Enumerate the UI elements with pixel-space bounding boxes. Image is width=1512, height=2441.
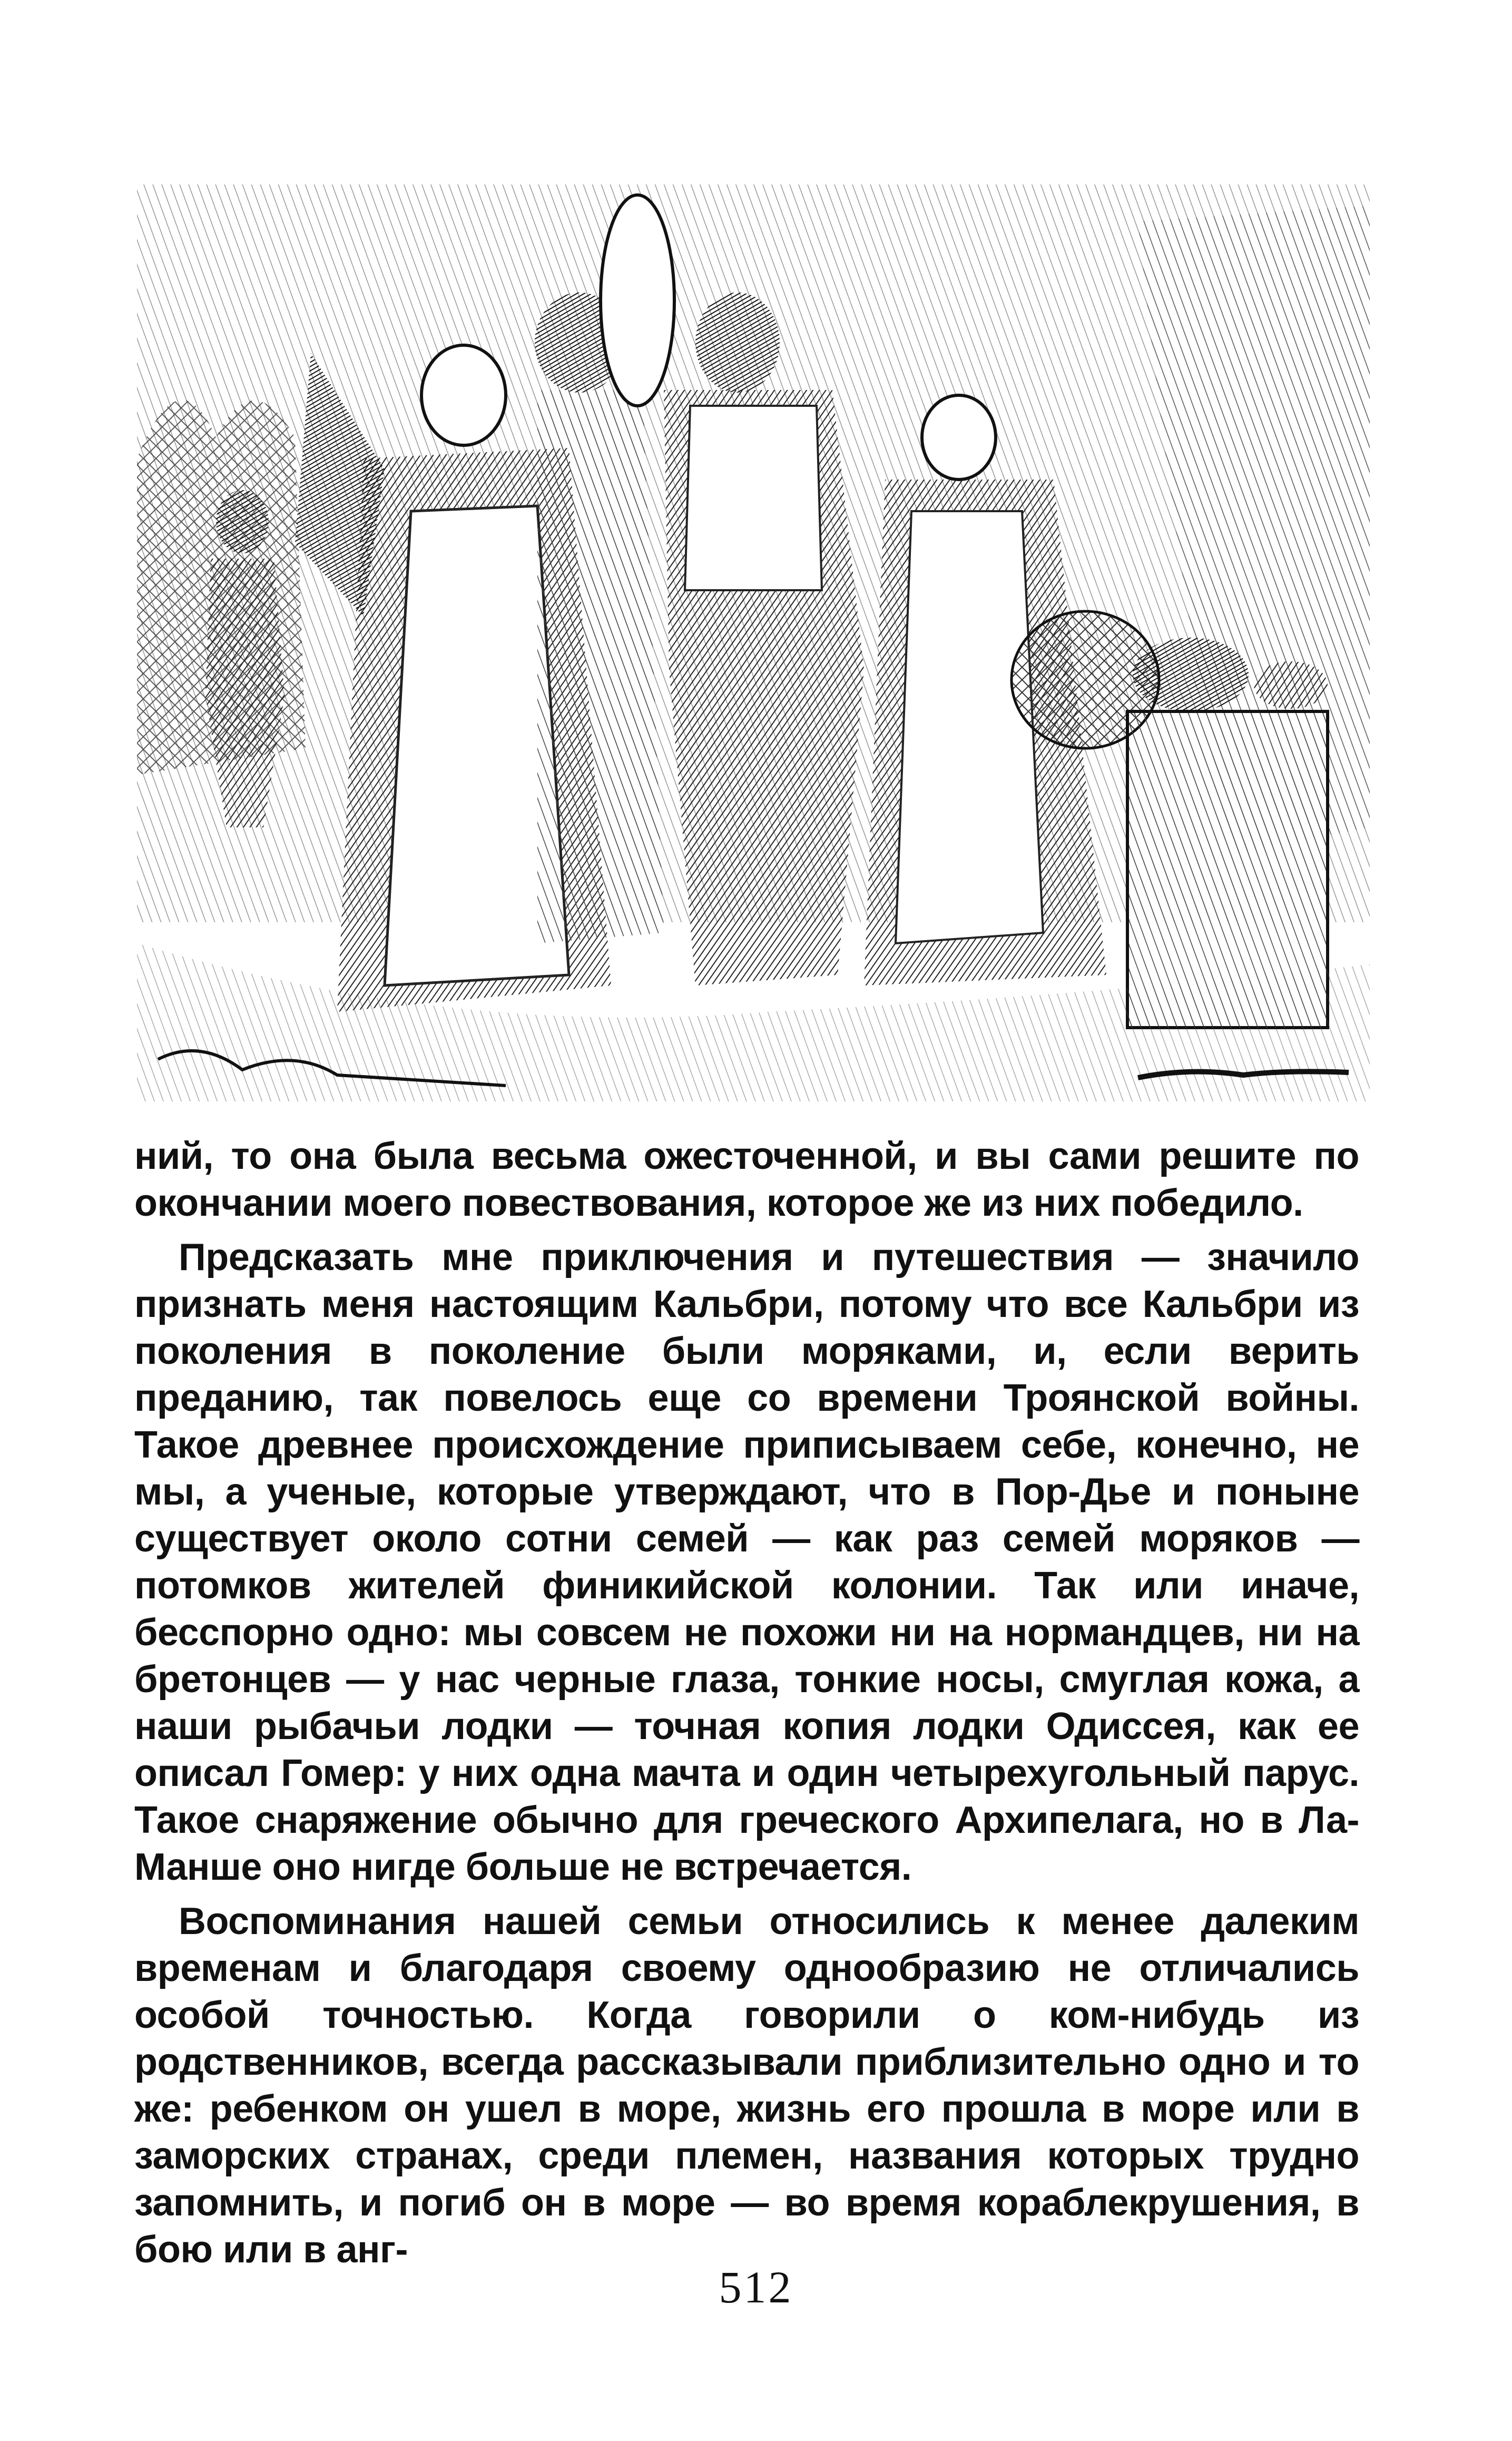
table-with-pot bbox=[1127, 638, 1328, 1028]
page-number: 512 bbox=[719, 2262, 793, 2312]
paragraph-2: Предсказать мне приключения и путешествия — значило признать меня настоящим Кальбри, потому что все Кальбри из поколения в поколение были моряками, и, если верить преданию, так повелось еще со времени Троянской войны. Такое древнее происхождение приписываем себе, конечно, не мы, а ученые, которые утверждают, что в Пор-Дье и поныне существует около сотни семей — как раз семей моряков — потомков жителей финикийской колонии. Так или иначе, бесспорно одно: мы совсем не похожи ни на нормандцев, ни на бретонцев — у нас черные глаза, тонкие носы, смуглая кожа, а наши рыбачьи лодки — точная копия лодки Одиссея, как ее описал Гомер: у них одна мачта и один четырехугольный парус. Такое снаряжение обычно для греческого Архипелага, но в Ла-Манше оно нигде больше не встречается. bbox=[134, 1236, 1359, 1888]
engraving-scene bbox=[137, 142, 1370, 1101]
paragraph-3: Воспоминания нашей семьи относились к менее далеким временам и благодаря своему однообразию не отличались особой точностью. Когда говорили о ком-нибудь из родственников, всегда рассказывали приблизительно одно и то же: ребенком он ушел в море, жизнь его прошла в море или в заморских странах, среди племен, названия которых трудно запомнить, и погиб он в море — во время кораблекрушения, в бою или в анг- bbox=[134, 1900, 1359, 2271]
body-text bbox=[134, 1133, 1359, 2281]
baby-bundle bbox=[601, 195, 674, 406]
engraving-illustration bbox=[137, 142, 1370, 1101]
paragraph-1: ний, то она была весьма ожесточенной, и вы сами решите по окончании моего повествования, которое же из них победило. bbox=[134, 1135, 1359, 1224]
